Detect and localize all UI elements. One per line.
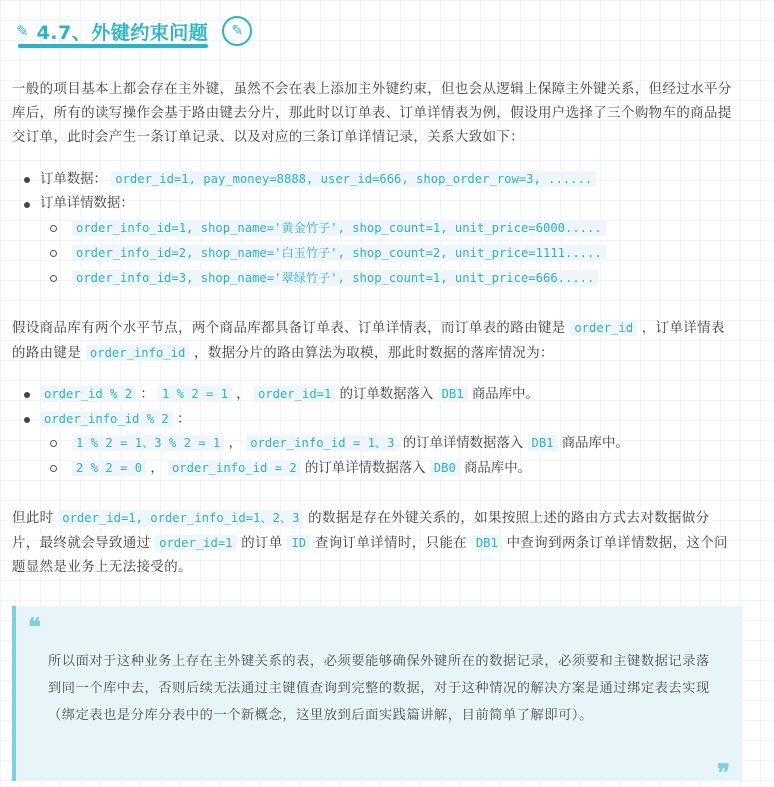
text-span: ， — [150, 461, 164, 476]
inline-code: 1 % 2 = 1、3 % 2 = 1 — [72, 435, 224, 451]
heading-underline — [18, 44, 208, 48]
detail-data-label: 订单详情数据： — [40, 195, 134, 211]
routing-paragraph — [12, 316, 736, 366]
text-span: 查询订单详情时，只能在 — [314, 536, 468, 551]
inline-code: order_info_id — [86, 345, 189, 361]
text-span: ， — [236, 387, 250, 402]
list-item — [22, 382, 742, 407]
text-span: ： — [177, 411, 191, 427]
text-span: ： — [140, 387, 154, 402]
text-span: 但此时 — [12, 511, 54, 526]
detail-code: order_info_id=1, shop_name='黄金竹子', shop_count=1, unit_price=6000..... — [72, 220, 606, 236]
text-span: 商品库中。 — [561, 436, 629, 451]
list-item — [22, 266, 742, 291]
data-list — [22, 167, 742, 291]
order-data-code: order_id=1, pay_money=8888, user_id=666, shop_order_row=3, ...... — [111, 171, 596, 187]
list-item — [22, 431, 742, 456]
text-span: ， — [228, 436, 242, 451]
inline-code: order_id=1 — [254, 386, 335, 402]
section-heading — [16, 14, 252, 48]
text-span: ，订单详情表的路由键是 — [12, 321, 725, 361]
inline-code: DB1 — [438, 386, 468, 402]
text-span: 的订单 — [241, 536, 283, 551]
inline-code: order_info_id = 2 — [168, 460, 301, 476]
inline-code: order_id=1, order_info_id=1、2、3 — [58, 510, 303, 526]
inline-code: ID — [287, 535, 310, 551]
list-item — [22, 407, 742, 432]
inline-code: order_info_id % 2 — [40, 411, 173, 427]
list-item — [22, 192, 742, 217]
quote-open-icon: ❝ — [28, 612, 41, 641]
list-item — [22, 216, 742, 241]
detail-code: order_info_id=3, shop_name='翠绿竹子', shop_count=1, unit_price=666..... — [72, 270, 598, 286]
inline-code: DB1 — [528, 435, 558, 451]
inline-code: order_id=1 — [155, 535, 236, 551]
text-span: 商品库中。 — [471, 387, 539, 402]
pen-circle-icon: ✎ — [222, 16, 252, 46]
list-item — [22, 241, 742, 266]
text-span: 的订单详情数据落入 — [304, 461, 426, 476]
text-span: 的数据是存在外键关系的，如果按照上述的路由方式去对数据做分片，最终就会导致通过 — [12, 511, 710, 551]
text-span: ，数据分片的路由算法为取模，那此时数据的落库情况为： — [194, 346, 554, 361]
list-item — [22, 456, 742, 481]
order-data-label: 订单数据： — [40, 172, 107, 187]
quote-text: 所以面对于这种业务上存在主外键关系的表，必须要能够确保外键所在的数据记录，必须要和主键数据记录落到同一个库中去，否则后续无法通过主键值查询到完整的数据，对于这种情况的解决方案是通过绑定表去实现（绑定表也是分库分表中的一个新概念，这里放到后面实践篇讲解，目前简单了解即可）。 — [48, 654, 710, 723]
section-title: 4.7、外键约束问题 — [36, 21, 209, 44]
text-span: 商品库中。 — [464, 461, 531, 476]
quote-close-icon: ❞ — [717, 758, 730, 787]
text-span: 中查询到两条订单详情数据，这个问题显然是业务上无法接受的。 — [12, 536, 729, 575]
intro-paragraph: 一般的项目基本上都会存在主外键，虽然不会在表上添加主外键约束，但也会从逻辑上保障主外键关系，但经过水平分库后，所有的读写操作会基于路由键去分片，那此时以订单表、订单详情表为例，假设用户选择了三个购物车的商品提交订单，此时会产生一条订单记录、以及对应的三条订单详情记录，关系大致如下： — [12, 82, 732, 145]
inline-code: DB1 — [472, 535, 502, 551]
inline-code: order_info_id = 1、3 — [246, 435, 398, 451]
inline-code: 2 % 2 = 0 — [72, 460, 146, 476]
problem-paragraph — [12, 506, 736, 580]
calc-list — [22, 382, 742, 481]
list-item — [22, 167, 742, 192]
text-span: 的订单数据落入 — [339, 387, 434, 402]
text-span: 假设商品库有两个水平节点，两个商品库都具备订单表、订单详情表，而订单表的路由键是 — [12, 321, 566, 336]
inline-code: order_id % 2 — [40, 386, 136, 402]
detail-code: order_info_id=2, shop_name='白玉竹子', shop_count=2, unit_price=1111..... — [72, 245, 606, 261]
pen-icon: ✎ — [16, 22, 29, 40]
blockquote — [12, 606, 742, 787]
inline-code: DB0 — [430, 460, 460, 476]
inline-code: order_id — [570, 320, 637, 336]
inline-code: 1 % 2 = 1 — [158, 386, 232, 402]
text-span: 的订单详情数据落入 — [402, 436, 524, 451]
